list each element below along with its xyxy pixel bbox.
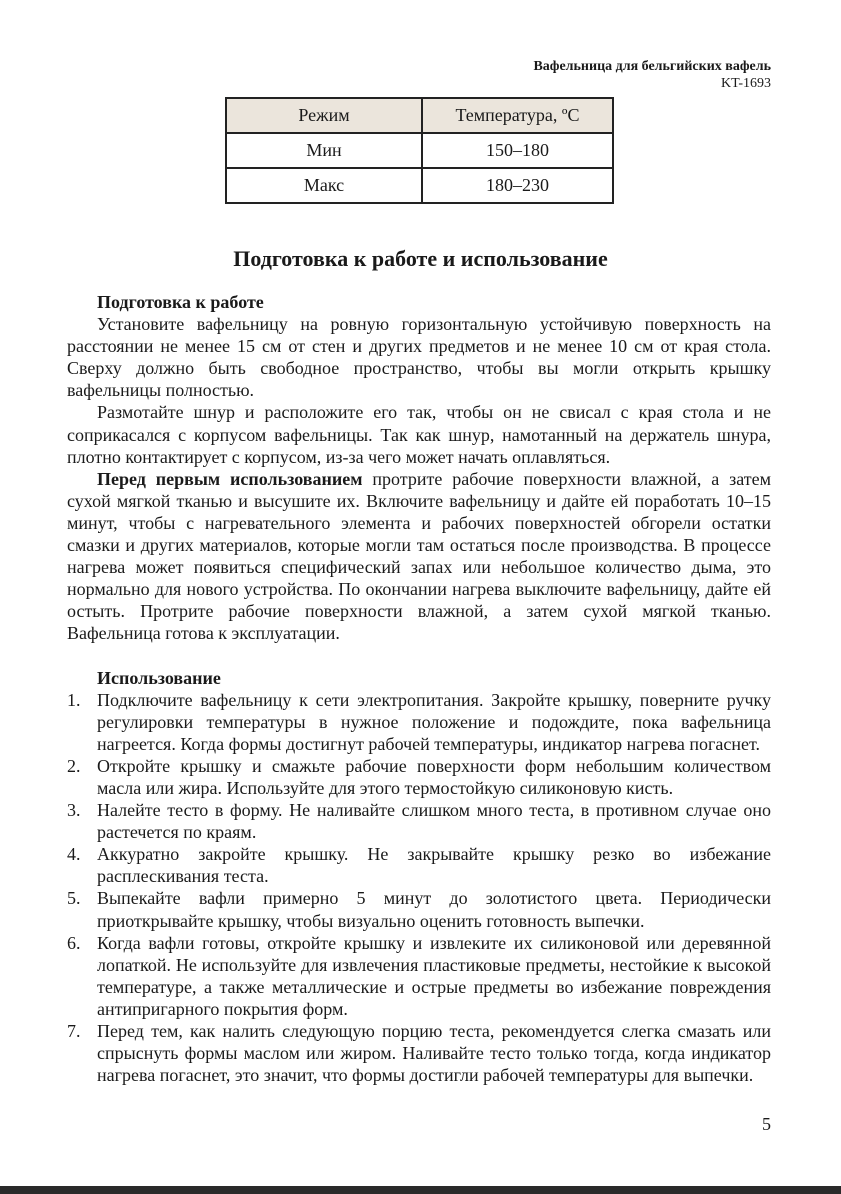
page-number: 5: [762, 1114, 771, 1134]
table-header-row: [226, 98, 613, 133]
list-item: [67, 932, 771, 1020]
usage-steps: [67, 689, 771, 1087]
preparation-paragraph: Установите вафельницу на ровную горизонтальную устойчивую поверхность на расстоянии не менее 15 см от стен и других предметов и не менее 10 см от края стола. Сверху должно быть свободное пространство, чтобы вы могли открыть крышку вафельницы полностью.: [67, 314, 771, 401]
step-number: 5.: [67, 888, 81, 909]
list-item: [67, 755, 771, 799]
list-item: [67, 1020, 771, 1086]
section-title: Подготовка к работе и использование: [233, 246, 608, 271]
step-text: Перед тем, как налить следующую порцию теста, рекомендуется слегка смазать или спрыснуть формы маслом или жиром. Наливайте тесто только тогда, когда индикатор нагрева погаснет, это значит, что формы достигли рабочей температуры для выпечки.: [97, 1021, 771, 1086]
step-text: Откройте крышку и смажьте рабочие поверхности форм небольшим количеством масла или жира. Используйте для этого термостойкую силиконовую кисть.: [97, 755, 771, 798]
list-item: [67, 799, 771, 843]
temperature-table: [225, 97, 614, 204]
page-header: [533, 58, 771, 92]
bottom-divider: [0, 1186, 841, 1194]
main-content: [67, 291, 771, 1086]
step-number: 3.: [67, 800, 81, 821]
table-cell: 180–230: [422, 168, 613, 203]
step-number: 2.: [67, 755, 81, 776]
list-item: [67, 887, 771, 931]
preparation-paragraph: [67, 468, 771, 645]
step-number: 6.: [67, 932, 81, 953]
table-row: [226, 133, 613, 168]
table-row: [226, 168, 613, 203]
table-header-mode: Режим: [226, 98, 422, 133]
step-text: Выпекайте вафли примерно 5 минут до золотистого цвета. Периодически приоткрывайте крышку, чтобы визуально оценить готовность выпечки.: [97, 888, 771, 931]
table-cell: 150–180: [422, 133, 613, 168]
step-number: 7.: [67, 1021, 81, 1041]
first-use-text: протрите рабочие поверхности влажной, а затем сухой мягкой тканью и высушите их. Включите вафельницу и дайте ей поработать 10–15 минут, чтобы с нагревательного элемента и рабочих поверхностей обгорели остатки смазки и других материалов, которые могли там остаться после производства. В процессе нагрева может появиться специфический запах или небольшое количество дыма, это нормально для нового устройства. По окончании нагрева выключите вафельницу, дайте ей остыть. Протрите рабочие поверхности влажной, а затем сухой мягкой тканью. Вафельница готова к эксплуатации.: [67, 468, 771, 644]
table-header-temperature: Температура, ºC: [422, 98, 613, 133]
step-text: Аккуратно закройте крышку. Не закрывайте крышку резко во избежание расплескивания теста.: [97, 844, 771, 887]
usage-heading: Использование: [97, 667, 221, 688]
step-text: Налейте тесто в форму. Не наливайте слишком много теста, в противном случае оно растечется по краям.: [97, 800, 771, 843]
step-number: 4.: [67, 844, 81, 865]
step-text: Когда вафли готовы, откройте крышку и извлеките их силиконовой или деревянной лопаткой. Не используйте для извлечения пластиковые предметы, нестойкие к высокой температуре, а также металлические и острые предметы во избежание повреждения антипригарного покрытия форм.: [97, 932, 771, 1019]
step-text: Подключите вафельницу к сети электропитания. Закройте крышку, поверните ручку регулировки температуры в нужное положение и подождите, пока вафельница нагреется. Когда формы достигнут рабочей температуры, индикатор нагрева погаснет.: [97, 689, 771, 754]
table-cell: Макс: [226, 168, 422, 203]
preparation-paragraph: Размотайте шнур и расположите его так, чтобы он не свисал с края стола и не соприкасался с корпусом вафельницы. Так как шнур, намотанный на держатель шнура, плотно контактирует с корпусом, из-за чего может начать оплавляться.: [67, 402, 771, 467]
step-number: 1.: [67, 689, 81, 710]
header-model: KT-1693: [720, 76, 771, 91]
first-use-bold: Перед первым использованием: [97, 468, 363, 489]
header-title: Вафельница для бельгийских вафель: [533, 59, 771, 74]
table-cell: Мин: [226, 133, 422, 168]
list-item: [67, 843, 771, 887]
preparation-heading: Подготовка к работе: [97, 292, 264, 312]
list-item: [67, 689, 771, 755]
